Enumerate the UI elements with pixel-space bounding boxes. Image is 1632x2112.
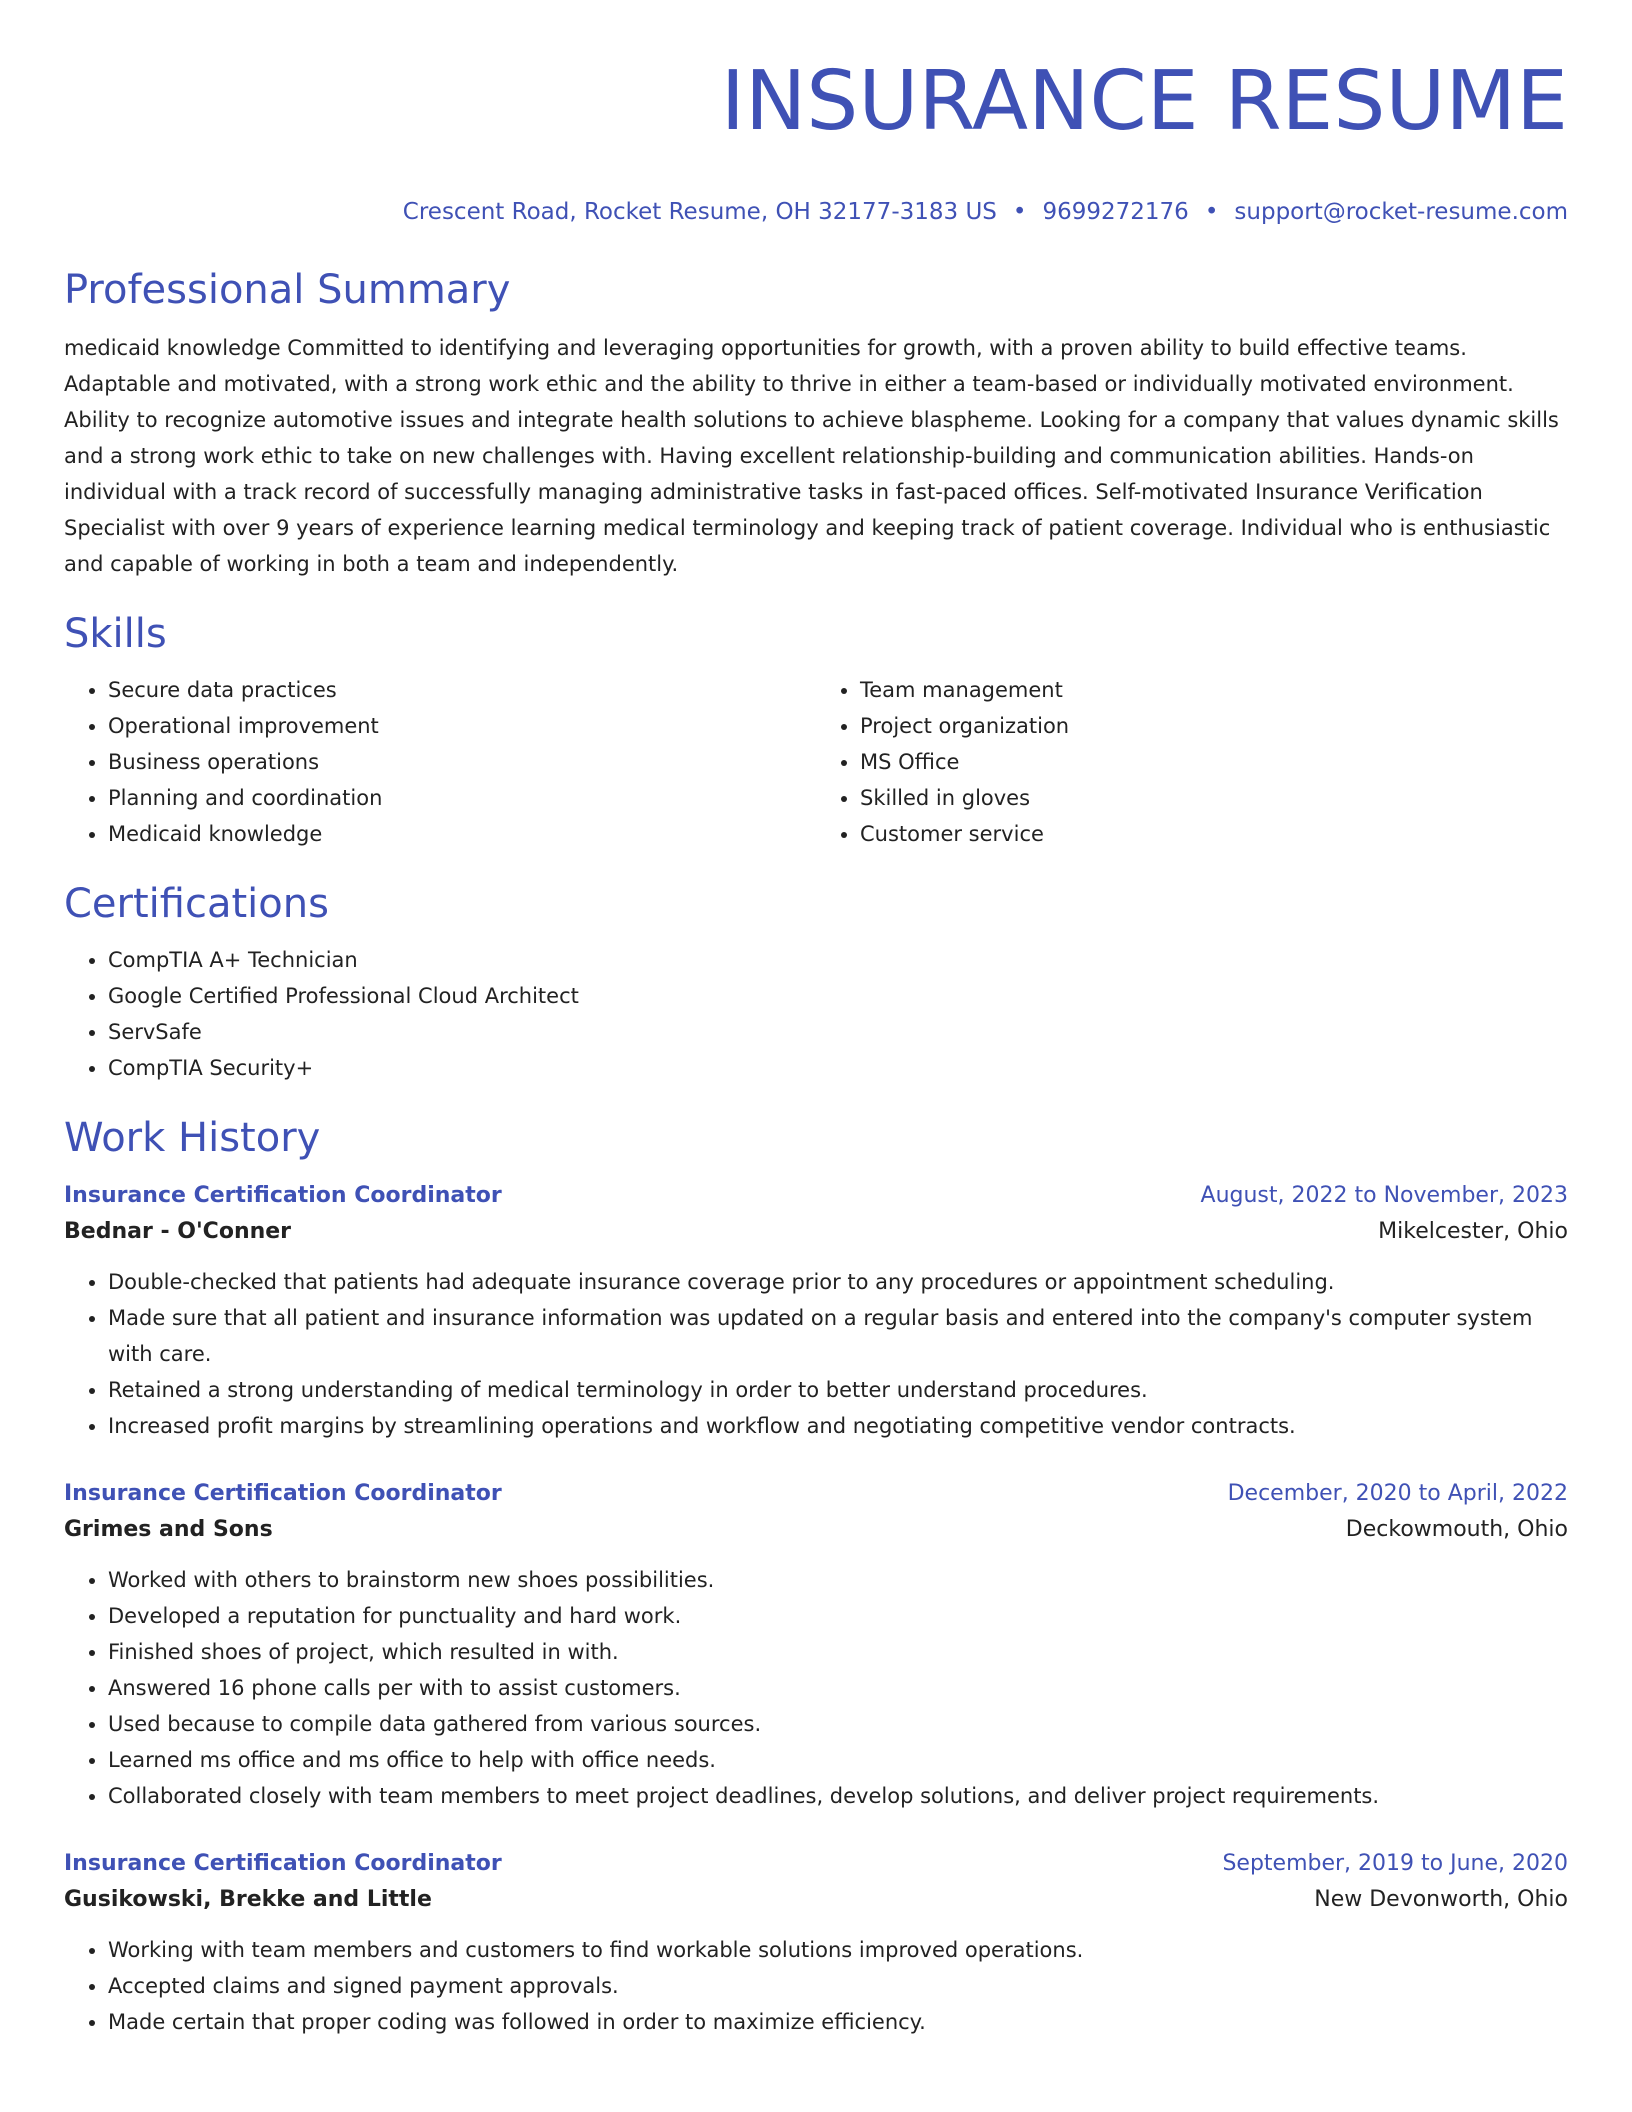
job-title: Insurance Certification Coordinator [64, 1851, 502, 1876]
job-bullet: • Made certain that proper coding was followed in order to maximize efficiency. [108, 2004, 1568, 2040]
job-bullet: • Worked with others to brainstorm new shoes possibilities. [108, 1562, 1568, 1598]
certification-item: • ServSafe [108, 1014, 1568, 1050]
job-bullet: • Retained a strong understanding of medical terminology in order to better understand procedures. [108, 1372, 1568, 1408]
certification-item: • CompTIA A+ Technician [108, 942, 1568, 978]
contact-email: support@rocket-resume.com [1234, 199, 1568, 225]
job-dates: December, 2020 to April, 2022 [1227, 1481, 1568, 1506]
job-bullet: • Finished shoes of project, which resulted in with. [108, 1634, 1568, 1670]
resume-name: INSURANCE RESUME [720, 54, 1568, 149]
job-bullets [64, 1932, 1568, 2040]
job-dates: September, 2019 to June, 2020 [1222, 1851, 1568, 1876]
skill-item: • Team management [860, 672, 1568, 708]
skills-heading: Skills [64, 611, 167, 657]
job-company: Gusikowski, Brekke and Little [64, 1887, 432, 1912]
job-entry [64, 1178, 1568, 1444]
certification-item: • CompTIA Security+ [108, 1050, 1568, 1086]
skill-item: • Medicaid knowledge [108, 816, 816, 852]
job-company: Grimes and Sons [64, 1517, 273, 1542]
job-entry [64, 1476, 1568, 1814]
job-bullet: • Learned ms office and ms office to help with office needs. [108, 1742, 1568, 1778]
job-title-row [64, 1846, 1568, 1882]
skill-item: • Project organization [860, 708, 1568, 744]
skill-item: • Skilled in gloves [860, 780, 1568, 816]
job-title-row [64, 1178, 1568, 1214]
skill-item: • Customer service [860, 816, 1568, 852]
certifications-list [64, 942, 1568, 1086]
job-bullet: • Used because to compile data gathered from various sources. [108, 1706, 1568, 1742]
work-history-heading: Work History [64, 1115, 321, 1161]
contact-separator: • [1012, 199, 1027, 225]
skills-list-left [64, 672, 816, 852]
job-title: Insurance Certification Coordinator [64, 1481, 502, 1506]
skill-item: • Planning and coordination [108, 780, 816, 816]
contact-phone: 9699272176 [1042, 199, 1189, 225]
contact-separator: • [1204, 199, 1219, 225]
job-company: Bednar - O'Conner [64, 1219, 292, 1244]
skill-item: • Operational improvement [108, 708, 816, 744]
job-company-row [64, 1882, 1568, 1918]
job-entry [64, 1846, 1568, 2040]
job-bullet: • Working with team members and customers to find workable solutions improved operations. [108, 1932, 1568, 1968]
job-bullet: • Increased profit margins by streamlining operations and workflow and negotiating competitive vendor contracts. [108, 1408, 1568, 1444]
skill-item: • MS Office [860, 744, 1568, 780]
job-bullets [64, 1562, 1568, 1814]
certifications-heading: Certifications [64, 881, 329, 927]
skill-item: • Business operations [108, 744, 816, 780]
job-bullet: • Developed a reputation for punctuality and hard work. [108, 1598, 1568, 1634]
summary-text: medicaid knowledge Committed to identifying and leveraging opportunities for growth, with a proven ability to build effective teams. Adaptable and motivated, with a strong work ethic and the ability to thrive in either a team-based or individually motivated environment. Ability to recognize automotive issues and integrate health solutions to achieve blaspheme. Looking for a company that values dynamic skills and a strong work ethic to take on new challenges with. Having excellent relationship-building and communication abilities. Hands-on individual with a track record of successfully managing administrative tasks in fast-paced offices. Self-motivated Insurance Verification Specialist with over 9 years of experience learning medical terminology and keeping track of patient coverage. Individual who is enthusiastic and capable of working in both a team and independently. [64, 336, 1559, 576]
job-bullet: • Made sure that all patient and insurance information was updated on a regular basis and entered into the company's computer system with care. [108, 1300, 1568, 1372]
job-bullet: • Accepted claims and signed payment approvals. [108, 1968, 1568, 2004]
certification-item: • Google Certified Professional Cloud Architect [108, 978, 1568, 1014]
job-bullets [64, 1264, 1568, 1444]
job-location: New Devonworth, Ohio [1314, 1887, 1568, 1912]
skills-columns [64, 672, 1568, 852]
job-bullet: • Answered 16 phone calls per with to assist customers. [108, 1670, 1568, 1706]
skill-item: • Secure data practices [108, 672, 816, 708]
contact-line [64, 196, 1568, 228]
resume-header [64, 0, 1568, 228]
job-location: Deckowmouth, Ohio [1345, 1517, 1568, 1542]
job-title-row [64, 1476, 1568, 1512]
skills-list-right [816, 672, 1568, 852]
summary-heading: Professional Summary [64, 267, 511, 313]
job-company-row [64, 1214, 1568, 1250]
contact-address: Crescent Road, Rocket Resume, OH 32177-3183 US [402, 199, 997, 225]
job-bullet: • Collaborated closely with team members to meet project deadlines, develop solutions, and deliver project requirements. [108, 1778, 1568, 1814]
job-location: Mikelcester, Ohio [1378, 1219, 1568, 1244]
job-dates: August, 2022 to November, 2023 [1200, 1183, 1568, 1208]
job-title: Insurance Certification Coordinator [64, 1183, 502, 1208]
job-company-row [64, 1512, 1568, 1548]
job-bullet: • Double-checked that patients had adequate insurance coverage prior to any procedures or appointment scheduling. [108, 1264, 1568, 1300]
